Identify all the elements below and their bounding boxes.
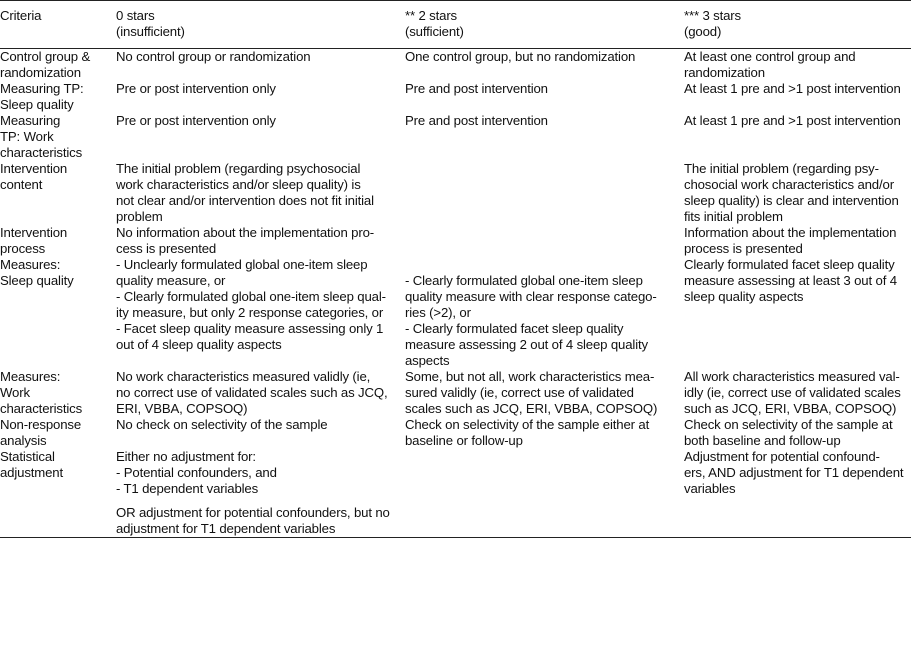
three-stars-cell <box>684 81 911 113</box>
three-stars-cell <box>684 49 911 82</box>
three-stars-text: Clearly formulated facet sleep quality measure assessing at least 3 out of 4 sleep quality aspects <box>684 257 897 304</box>
two-stars-cell <box>405 417 684 449</box>
table-row <box>0 225 911 257</box>
zero-stars-cell <box>116 369 405 417</box>
criteria-text: Measures: Sleep quality <box>0 257 74 288</box>
zero-stars-cell <box>116 449 405 538</box>
three-stars-cell <box>684 113 911 161</box>
three-stars-text: At least one control group and randomization <box>684 49 856 80</box>
cell-spacer <box>116 497 405 505</box>
criteria-cell <box>0 417 116 449</box>
criteria-text: Measuring TP: Work characteristics <box>0 113 83 160</box>
three-stars-text: At least 1 pre and >1 post intervention <box>684 81 901 96</box>
two-stars-text: Pre and post intervention <box>405 113 548 128</box>
criteria-cell <box>0 113 116 161</box>
criteria-cell <box>0 225 116 257</box>
zero-stars-cell <box>116 161 405 225</box>
header-two-stars-label: ** 2 stars <box>405 8 458 23</box>
three-stars-cell <box>684 369 911 417</box>
three-stars-cell <box>684 161 911 225</box>
criteria-text: Intervention process <box>0 225 68 256</box>
three-stars-cell <box>684 257 911 369</box>
zero-stars-cell <box>116 113 405 161</box>
header-zero-stars <box>116 1 405 49</box>
zero-stars-text: Pre or post intervention only <box>116 81 276 96</box>
two-stars-cell <box>405 257 684 369</box>
criteria-text: Statistical adjustment <box>0 449 64 480</box>
criteria-text: Non-response analysis <box>0 417 82 448</box>
zero-stars-text: - Unclearly formulated global one-item sleep quality measure, or - Clearly formulated global one-item sleep qual- ity measure, but only 2 response categories, or - Facet sleep quality measure assessing only 1 out of 4 sleep quality aspects <box>116 257 386 352</box>
zero-stars-text: No control group or randomization <box>116 49 311 64</box>
two-stars-text: Check on selectivity of the sample either at baseline or follow-up <box>405 417 650 448</box>
three-stars-text: The initial problem (regarding psy- chosocial work characteristics and/or sleep quality) is clear and intervention fits initial problem <box>684 161 899 224</box>
criteria-cell <box>0 161 116 225</box>
header-two-stars <box>405 1 684 49</box>
table-row <box>0 81 911 113</box>
two-stars-cell <box>405 225 684 257</box>
criteria-cell <box>0 369 116 417</box>
table-row <box>0 113 911 161</box>
header-criteria-label: Criteria <box>0 8 42 23</box>
zero-stars-cell <box>116 49 405 82</box>
zero-stars-text: Pre or post intervention only <box>116 113 276 128</box>
table-row <box>0 369 911 417</box>
zero-stars-cell <box>116 417 405 449</box>
table-row <box>0 449 911 538</box>
header-three-stars <box>684 1 911 49</box>
header-zero-stars-label: 0 stars <box>116 8 155 23</box>
two-stars-text: One control group, but no randomization <box>405 49 636 64</box>
zero-stars-text: No work characteristics measured validly (ie, no correct use of validated scales such as JCQ, ERI, VBBA, COPSOQ) <box>116 369 388 416</box>
criteria-text: Intervention content <box>0 161 68 192</box>
criteria-cell <box>0 257 116 369</box>
table-row <box>0 257 911 369</box>
header-criteria <box>0 1 116 49</box>
table-row <box>0 161 911 225</box>
zero-stars-text: No check on selectivity of the sample <box>116 417 328 432</box>
three-stars-text: At least 1 pre and >1 post intervention <box>684 113 901 128</box>
three-stars-text: Information about the implementation process is presented <box>684 225 897 256</box>
table-row <box>0 49 911 82</box>
header-zero-stars-sub: (insufficient) <box>116 24 185 39</box>
two-stars-cell <box>405 449 684 538</box>
two-stars-cell <box>405 113 684 161</box>
header-two-stars-sub: (sufficient) <box>405 24 464 39</box>
criteria-text: Control group & randomization <box>0 49 91 80</box>
zero-stars-text: Either no adjustment for: - Potential confounders, and - T1 dependent variables <box>116 449 277 496</box>
two-stars-cell <box>405 49 684 82</box>
three-stars-cell <box>684 225 911 257</box>
two-stars-text: - Clearly formulated global one-item sleep quality measure with clear response catego- ries (>2), or - Clearly formulated facet sleep quality measure assessing 2 out of 4 sleep quality aspects <box>405 273 657 368</box>
three-stars-text: Check on selectivity of the sample at both baseline and follow-up <box>684 417 893 448</box>
zero-stars-cell <box>116 225 405 257</box>
two-stars-text: Pre and post intervention <box>405 81 548 96</box>
three-stars-text: Adjustment for potential confound- ers, AND adjustment for T1 dependent variables <box>684 449 904 496</box>
criteria-text: Measures: Work characteristics <box>0 369 83 416</box>
zero-stars-text: The initial problem (regarding psychosocial work characteristics and/or sleep quality) is not clear and/or intervention does not fit initial problem <box>116 161 374 224</box>
criteria-cell <box>0 81 116 113</box>
criteria-cell <box>0 449 116 538</box>
three-stars-cell <box>684 417 911 449</box>
two-stars-text: Some, but not all, work characteristics mea- sured validly (ie, correct use of validated scales such as JCQ, ERI, VBBA, COPSOQ) <box>405 369 658 416</box>
two-stars-cell <box>405 161 684 225</box>
two-stars-cell <box>405 81 684 113</box>
criteria-cell <box>0 49 116 82</box>
zero-stars-text: No information about the implementation pro- cess is presented <box>116 225 375 256</box>
three-stars-cell <box>684 449 911 538</box>
zero-stars-cell <box>116 81 405 113</box>
table-row <box>0 417 911 449</box>
zero-stars-text-alt: OR adjustment for potential confounders, but no adjustment for T1 dependent variables <box>116 505 390 536</box>
zero-stars-cell <box>116 257 405 369</box>
three-stars-text: All work characteristics measured val- idly (ie, correct use of validated scales such as JCQ, ERI, VBBA, COPSOQ) <box>684 369 901 416</box>
criteria-text: Measuring TP: Sleep quality <box>0 81 84 112</box>
table-header-row <box>0 1 911 49</box>
header-three-stars-sub: (good) <box>684 24 722 39</box>
header-three-stars-label: *** 3 stars <box>684 8 741 23</box>
two-stars-cell <box>405 369 684 417</box>
